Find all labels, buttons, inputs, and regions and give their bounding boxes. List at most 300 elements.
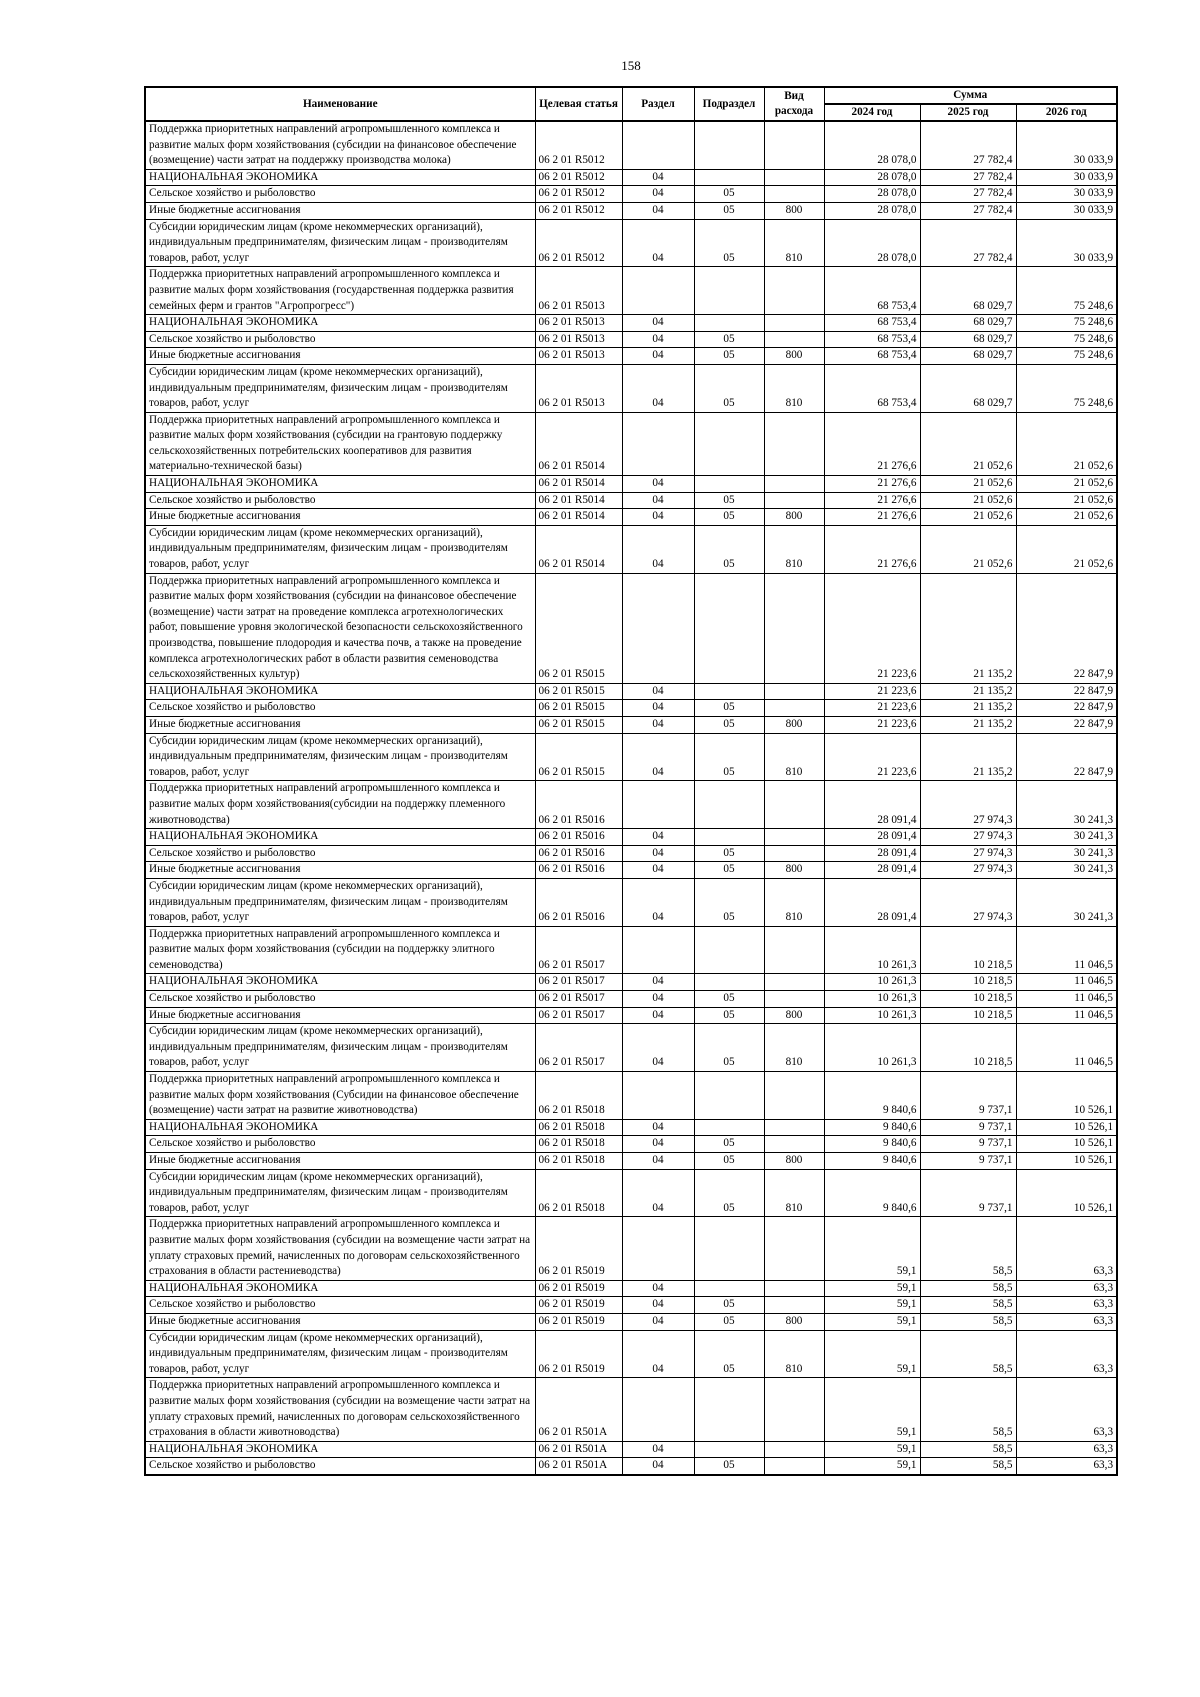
cell-expense-type	[764, 412, 824, 475]
cell-2025: 27 974,3	[920, 878, 1016, 926]
cell-expense-type	[764, 169, 824, 186]
table-row	[145, 492, 1117, 509]
header-section: Раздел	[622, 87, 694, 121]
cell-target: 06 2 01 R5019	[535, 1217, 622, 1280]
cell-subsection: 05	[694, 1169, 764, 1217]
cell-name: Иные бюджетные ассигнования	[145, 716, 535, 733]
cell-2026: 10 526,1	[1016, 1153, 1117, 1170]
cell-target: 06 2 01 R5014	[535, 476, 622, 493]
cell-2024: 28 078,0	[824, 202, 920, 219]
table-row	[145, 412, 1117, 475]
table-row	[145, 267, 1117, 315]
cell-2026: 11 046,5	[1016, 991, 1117, 1008]
table-row	[145, 1217, 1117, 1280]
cell-2024: 68 753,4	[824, 364, 920, 412]
cell-expense-type	[764, 781, 824, 829]
cell-section: 04	[622, 1136, 694, 1153]
cell-expense-type	[764, 991, 824, 1008]
cell-2024: 21 276,6	[824, 525, 920, 573]
cell-2026: 30 241,3	[1016, 829, 1117, 846]
cell-section	[622, 1217, 694, 1280]
cell-expense-type	[764, 700, 824, 717]
cell-expense-type	[764, 331, 824, 348]
cell-2025: 27 974,3	[920, 845, 1016, 862]
cell-2026: 30 241,3	[1016, 845, 1117, 862]
cell-expense-type	[764, 845, 824, 862]
cell-2025: 27 974,3	[920, 781, 1016, 829]
table-row	[145, 1119, 1117, 1136]
cell-2025: 9 737,1	[920, 1136, 1016, 1153]
cell-subsection: 05	[694, 1313, 764, 1330]
cell-2026: 63,3	[1016, 1297, 1117, 1314]
cell-target: 06 2 01 R5015	[535, 683, 622, 700]
cell-2026: 22 847,9	[1016, 683, 1117, 700]
cell-2025: 27 974,3	[920, 829, 1016, 846]
cell-target: 06 2 01 R5014	[535, 509, 622, 526]
cell-name: Поддержка приоритетных направлений агропромышленного комплекса и развитие малых форм хозяйствования (субсидии на возмещение части затрат на уплату страховых премий, начисленных по договорам сельскохозяйственного страхования в области животноводства)	[145, 1378, 535, 1441]
cell-target: 06 2 01 R5015	[535, 716, 622, 733]
table-row	[145, 348, 1117, 365]
cell-target: 06 2 01 R5017	[535, 991, 622, 1008]
header-year-2025: 2025 год	[920, 104, 1016, 121]
cell-name: Поддержка приоритетных направлений агропромышленного комплекса и развитие малых форм хозяйствования (субсидии на возмещение части затрат на уплату страховых премий, начисленных по договорам сельскохозяйственного страхования в области растениеводства)	[145, 1217, 535, 1280]
cell-2026: 30 033,9	[1016, 219, 1117, 267]
table-row	[145, 974, 1117, 991]
cell-subsection	[694, 926, 764, 974]
cell-section: 04	[622, 733, 694, 781]
cell-section: 04	[622, 716, 694, 733]
cell-target: 06 2 01 R5013	[535, 267, 622, 315]
table-row	[145, 1441, 1117, 1458]
cell-2024: 28 078,0	[824, 169, 920, 186]
budget-table	[144, 86, 1118, 1476]
cell-subsection: 05	[694, 991, 764, 1008]
cell-2024: 21 276,6	[824, 476, 920, 493]
cell-name: Сельское хозяйство и рыболовство	[145, 700, 535, 717]
cell-2024: 9 840,6	[824, 1153, 920, 1170]
cell-expense-type: 800	[764, 1007, 824, 1024]
cell-subsection	[694, 1280, 764, 1297]
cell-2024: 68 753,4	[824, 348, 920, 365]
cell-target: 06 2 01 R5015	[535, 733, 622, 781]
cell-2025: 21 135,2	[920, 700, 1016, 717]
cell-target: 06 2 01 R501A	[535, 1378, 622, 1441]
cell-subsection: 05	[694, 186, 764, 203]
cell-section: 04	[622, 169, 694, 186]
table-row	[145, 1072, 1117, 1120]
cell-name: Иные бюджетные ассигнования	[145, 1007, 535, 1024]
cell-2026: 30 241,3	[1016, 862, 1117, 879]
cell-2025: 27 974,3	[920, 862, 1016, 879]
cell-name: Субсидии юридическим лицам (кроме некоммерческих организаций), индивидуальным предпринимателям, физическим лицам - производителям товаров, работ, услуг	[145, 1330, 535, 1378]
cell-name: Субсидии юридическим лицам (кроме некоммерческих организаций), индивидуальным предпринимателям, физическим лицам - производителям товаров, работ, услуг	[145, 364, 535, 412]
cell-2025: 21 135,2	[920, 683, 1016, 700]
cell-section: 04	[622, 1280, 694, 1297]
cell-target: 06 2 01 R5019	[535, 1280, 622, 1297]
cell-2026: 22 847,9	[1016, 733, 1117, 781]
cell-name: Сельское хозяйство и рыболовство	[145, 186, 535, 203]
cell-target: 06 2 01 R5017	[535, 1024, 622, 1072]
cell-section: 04	[622, 331, 694, 348]
cell-expense-type: 800	[764, 509, 824, 526]
cell-name: НАЦИОНАЛЬНАЯ ЭКОНОМИКА	[145, 683, 535, 700]
table-row	[145, 573, 1117, 683]
cell-2026: 11 046,5	[1016, 1024, 1117, 1072]
cell-subsection: 05	[694, 331, 764, 348]
cell-subsection: 05	[694, 1153, 764, 1170]
cell-2025: 21 135,2	[920, 716, 1016, 733]
cell-2024: 21 276,6	[824, 509, 920, 526]
cell-2026: 75 248,6	[1016, 348, 1117, 365]
cell-name: Иные бюджетные ассигнования	[145, 202, 535, 219]
table-row	[145, 1297, 1117, 1314]
cell-section	[622, 412, 694, 475]
cell-name: Субсидии юридическим лицам (кроме некоммерческих организаций), индивидуальным предпринимателям, физическим лицам - производителям товаров, работ, услуг	[145, 1169, 535, 1217]
cell-target: 06 2 01 R5012	[535, 202, 622, 219]
cell-2025: 27 782,4	[920, 202, 1016, 219]
cell-2026: 22 847,9	[1016, 716, 1117, 733]
cell-section: 04	[622, 219, 694, 267]
cell-2026: 63,3	[1016, 1458, 1117, 1475]
cell-name: НАЦИОНАЛЬНАЯ ЭКОНОМИКА	[145, 315, 535, 332]
cell-section: 04	[622, 1153, 694, 1170]
cell-expense-type	[764, 1136, 824, 1153]
cell-section: 04	[622, 202, 694, 219]
cell-subsection	[694, 683, 764, 700]
cell-target: 06 2 01 R5017	[535, 974, 622, 991]
cell-subsection: 05	[694, 1024, 764, 1072]
cell-2024: 59,1	[824, 1330, 920, 1378]
table-body	[145, 121, 1117, 1475]
cell-section: 04	[622, 476, 694, 493]
cell-subsection: 05	[694, 1297, 764, 1314]
cell-expense-type: 810	[764, 219, 824, 267]
cell-2024: 10 261,3	[824, 926, 920, 974]
cell-target: 06 2 01 R5016	[535, 781, 622, 829]
cell-subsection: 05	[694, 862, 764, 879]
cell-target: 06 2 01 R5018	[535, 1072, 622, 1120]
cell-2026: 63,3	[1016, 1378, 1117, 1441]
cell-expense-type: 800	[764, 862, 824, 879]
cell-section	[622, 781, 694, 829]
cell-subsection: 05	[694, 700, 764, 717]
cell-name: Сельское хозяйство и рыболовство	[145, 492, 535, 509]
cell-subsection: 05	[694, 716, 764, 733]
cell-section: 04	[622, 1458, 694, 1475]
cell-section: 04	[622, 348, 694, 365]
cell-2025: 21 052,6	[920, 476, 1016, 493]
cell-expense-type	[764, 476, 824, 493]
cell-expense-type: 810	[764, 733, 824, 781]
cell-2026: 10 526,1	[1016, 1119, 1117, 1136]
cell-2025: 68 029,7	[920, 267, 1016, 315]
cell-name: Субсидии юридическим лицам (кроме некоммерческих организаций), индивидуальным предпринимателям, физическим лицам - производителям товаров, работ, услуг	[145, 1024, 535, 1072]
cell-name: Субсидии юридическим лицам (кроме некоммерческих организаций), индивидуальным предпринимателям, физическим лицам - производителям товаров, работ, услуг	[145, 733, 535, 781]
cell-2024: 21 223,6	[824, 683, 920, 700]
header-subsection: Подраздел	[694, 87, 764, 121]
cell-target: 06 2 01 R5013	[535, 348, 622, 365]
cell-subsection	[694, 315, 764, 332]
cell-target: 06 2 01 R5012	[535, 121, 622, 169]
cell-subsection: 05	[694, 219, 764, 267]
cell-target: 06 2 01 R5012	[535, 219, 622, 267]
cell-2025: 58,5	[920, 1458, 1016, 1475]
cell-subsection	[694, 412, 764, 475]
cell-2024: 9 840,6	[824, 1119, 920, 1136]
table-row	[145, 700, 1117, 717]
cell-name: Субсидии юридическим лицам (кроме некоммерческих организаций), индивидуальным предпринимателям, физическим лицам - производителям товаров, работ, услуг	[145, 219, 535, 267]
cell-expense-type	[764, 492, 824, 509]
cell-name: Иные бюджетные ассигнования	[145, 1153, 535, 1170]
cell-2026: 21 052,6	[1016, 412, 1117, 475]
cell-2025: 21 052,6	[920, 525, 1016, 573]
cell-2026: 63,3	[1016, 1217, 1117, 1280]
table-row	[145, 169, 1117, 186]
cell-expense-type	[764, 926, 824, 974]
cell-section: 04	[622, 315, 694, 332]
cell-name: Субсидии юридическим лицам (кроме некоммерческих организаций), индивидуальным предпринимателям, физическим лицам - производителям товаров, работ, услуг	[145, 525, 535, 573]
cell-name: Поддержка приоритетных направлений агропромышленного комплекса и развитие малых форм хозяйствования (государственная поддержка развития семейных ферм и грантов "Агропрогресс")	[145, 267, 535, 315]
cell-subsection	[694, 267, 764, 315]
cell-subsection: 05	[694, 348, 764, 365]
cell-2026: 11 046,5	[1016, 926, 1117, 974]
table-row	[145, 683, 1117, 700]
cell-2024: 10 261,3	[824, 1024, 920, 1072]
table-row	[145, 476, 1117, 493]
cell-section: 04	[622, 364, 694, 412]
cell-target: 06 2 01 R5019	[535, 1313, 622, 1330]
cell-2024: 21 276,6	[824, 412, 920, 475]
cell-expense-type	[764, 267, 824, 315]
cell-2025: 58,5	[920, 1441, 1016, 1458]
cell-target: 06 2 01 R5014	[535, 525, 622, 573]
cell-name: Иные бюджетные ассигнования	[145, 348, 535, 365]
cell-section	[622, 573, 694, 683]
table-row	[145, 1330, 1117, 1378]
cell-expense-type	[764, 1072, 824, 1120]
cell-name: Сельское хозяйство и рыболовство	[145, 1297, 535, 1314]
cell-2026: 63,3	[1016, 1280, 1117, 1297]
cell-section: 04	[622, 683, 694, 700]
cell-target: 06 2 01 R5016	[535, 878, 622, 926]
cell-2026: 11 046,5	[1016, 974, 1117, 991]
cell-name: НАЦИОНАЛЬНАЯ ЭКОНОМИКА	[145, 829, 535, 846]
cell-section: 04	[622, 1297, 694, 1314]
table-row	[145, 509, 1117, 526]
cell-2024: 59,1	[824, 1458, 920, 1475]
cell-subsection	[694, 1119, 764, 1136]
cell-2025: 9 737,1	[920, 1072, 1016, 1120]
cell-subsection	[694, 829, 764, 846]
cell-2024: 10 261,3	[824, 974, 920, 991]
cell-subsection	[694, 1378, 764, 1441]
table-row	[145, 121, 1117, 169]
cell-2025: 68 029,7	[920, 315, 1016, 332]
cell-subsection	[694, 1441, 764, 1458]
cell-subsection	[694, 781, 764, 829]
cell-2026: 63,3	[1016, 1441, 1117, 1458]
cell-2024: 59,1	[824, 1297, 920, 1314]
cell-section: 04	[622, 186, 694, 203]
cell-name: НАЦИОНАЛЬНАЯ ЭКОНОМИКА	[145, 1280, 535, 1297]
cell-2025: 27 782,4	[920, 186, 1016, 203]
cell-section: 04	[622, 1169, 694, 1217]
cell-expense-type	[764, 186, 824, 203]
cell-subsection	[694, 476, 764, 493]
cell-2025: 27 782,4	[920, 169, 1016, 186]
cell-2024: 21 223,6	[824, 716, 920, 733]
cell-2026: 63,3	[1016, 1313, 1117, 1330]
cell-2025: 27 782,4	[920, 219, 1016, 267]
cell-expense-type: 810	[764, 364, 824, 412]
cell-section: 04	[622, 1330, 694, 1378]
cell-expense-type	[764, 1458, 824, 1475]
cell-2026: 10 526,1	[1016, 1072, 1117, 1120]
cell-name: Поддержка приоритетных направлений агропромышленного комплекса и развитие малых форм хозяйствования (субсидии на поддержку элитного семеноводства)	[145, 926, 535, 974]
cell-2026: 75 248,6	[1016, 331, 1117, 348]
cell-2024: 28 091,4	[824, 829, 920, 846]
table-row	[145, 219, 1117, 267]
table-row	[145, 1024, 1117, 1072]
cell-expense-type: 800	[764, 1153, 824, 1170]
cell-subsection: 05	[694, 878, 764, 926]
cell-2026: 75 248,6	[1016, 267, 1117, 315]
table-row	[145, 862, 1117, 879]
cell-expense-type	[764, 974, 824, 991]
cell-section: 04	[622, 525, 694, 573]
cell-target: 06 2 01 R5014	[535, 412, 622, 475]
table-row	[145, 716, 1117, 733]
cell-2026: 30 033,9	[1016, 186, 1117, 203]
cell-section: 04	[622, 974, 694, 991]
cell-section	[622, 1378, 694, 1441]
cell-2024: 59,1	[824, 1313, 920, 1330]
table-row	[145, 186, 1117, 203]
cell-2025: 58,5	[920, 1297, 1016, 1314]
table-row	[145, 364, 1117, 412]
cell-name: Сельское хозяйство и рыболовство	[145, 1136, 535, 1153]
cell-section	[622, 1072, 694, 1120]
cell-section: 04	[622, 1313, 694, 1330]
cell-section: 04	[622, 862, 694, 879]
cell-2024: 28 078,0	[824, 121, 920, 169]
cell-expense-type	[764, 1119, 824, 1136]
cell-2024: 28 091,4	[824, 845, 920, 862]
cell-expense-type	[764, 1378, 824, 1441]
cell-2026: 75 248,6	[1016, 364, 1117, 412]
cell-subsection	[694, 169, 764, 186]
cell-section	[622, 121, 694, 169]
cell-section: 04	[622, 492, 694, 509]
cell-2025: 21 052,6	[920, 412, 1016, 475]
cell-2025: 58,5	[920, 1330, 1016, 1378]
cell-section: 04	[622, 1007, 694, 1024]
cell-2026: 75 248,6	[1016, 315, 1117, 332]
table-row	[145, 331, 1117, 348]
cell-2024: 28 091,4	[824, 878, 920, 926]
header-year-2024: 2024 год	[824, 104, 920, 121]
cell-2024: 59,1	[824, 1378, 920, 1441]
cell-expense-type	[764, 1441, 824, 1458]
cell-name: НАЦИОНАЛЬНАЯ ЭКОНОМИКА	[145, 974, 535, 991]
page-number: 158	[621, 58, 641, 73]
cell-2024: 68 753,4	[824, 331, 920, 348]
cell-target: 06 2 01 R501A	[535, 1458, 622, 1475]
cell-expense-type	[764, 121, 824, 169]
table-row	[145, 926, 1117, 974]
cell-target: 06 2 01 R5017	[535, 1007, 622, 1024]
cell-2025: 27 782,4	[920, 121, 1016, 169]
cell-name: НАЦИОНАЛЬНАЯ ЭКОНОМИКА	[145, 1441, 535, 1458]
cell-subsection	[694, 1072, 764, 1120]
cell-subsection: 05	[694, 733, 764, 781]
cell-2024: 59,1	[824, 1217, 920, 1280]
cell-2025: 58,5	[920, 1217, 1016, 1280]
cell-2024: 28 078,0	[824, 219, 920, 267]
cell-expense-type: 810	[764, 878, 824, 926]
cell-target: 06 2 01 R5016	[535, 862, 622, 879]
cell-target: 06 2 01 R5012	[535, 169, 622, 186]
cell-expense-type: 800	[764, 716, 824, 733]
cell-2025: 21 135,2	[920, 573, 1016, 683]
cell-2025: 10 218,5	[920, 1007, 1016, 1024]
cell-2024: 21 223,6	[824, 573, 920, 683]
cell-target: 06 2 01 R5018	[535, 1153, 622, 1170]
table-row	[145, 991, 1117, 1008]
cell-section	[622, 267, 694, 315]
cell-subsection	[694, 573, 764, 683]
table-row	[145, 315, 1117, 332]
table-row	[145, 781, 1117, 829]
cell-name: Сельское хозяйство и рыболовство	[145, 845, 535, 862]
cell-subsection: 05	[694, 364, 764, 412]
cell-expense-type	[764, 573, 824, 683]
cell-name: Сельское хозяйство и рыболовство	[145, 1458, 535, 1475]
table-row	[145, 878, 1117, 926]
cell-2026: 21 052,6	[1016, 476, 1117, 493]
cell-section: 04	[622, 509, 694, 526]
cell-target: 06 2 01 R5015	[535, 573, 622, 683]
cell-2025: 58,5	[920, 1313, 1016, 1330]
table-row	[145, 733, 1117, 781]
cell-expense-type	[764, 315, 824, 332]
table-row	[145, 1136, 1117, 1153]
cell-expense-type: 800	[764, 202, 824, 219]
cell-2025: 10 218,5	[920, 926, 1016, 974]
cell-target: 06 2 01 R5016	[535, 845, 622, 862]
cell-2026: 11 046,5	[1016, 1007, 1117, 1024]
table-row	[145, 1313, 1117, 1330]
cell-target: 06 2 01 R501A	[535, 1441, 622, 1458]
cell-2026: 21 052,6	[1016, 509, 1117, 526]
cell-expense-type: 810	[764, 1024, 824, 1072]
cell-subsection: 05	[694, 1136, 764, 1153]
cell-target: 06 2 01 R5019	[535, 1330, 622, 1378]
cell-name: Сельское хозяйство и рыболовство	[145, 331, 535, 348]
cell-name: Иные бюджетные ассигнования	[145, 862, 535, 879]
cell-subsection: 05	[694, 1458, 764, 1475]
cell-section: 04	[622, 1119, 694, 1136]
cell-expense-type: 810	[764, 1169, 824, 1217]
cell-name: Поддержка приоритетных направлений агропромышленного комплекса и развитие малых форм хозяйствования (субсидии на финансовое обеспечение (возмещение) части затрат на проведение комплекса агротехнологических работ, повышение уровня экологической безопасности сельскохозяйственного производства, повышение плодородия и качества почв, а также на проведение комплекса агротехнологических работ в области развития семеноводства сельскохозяйственных культур)	[145, 573, 535, 683]
cell-target: 06 2 01 R5012	[535, 186, 622, 203]
cell-2025: 68 029,7	[920, 364, 1016, 412]
table-row	[145, 1153, 1117, 1170]
table-row	[145, 1007, 1117, 1024]
cell-2026: 22 847,9	[1016, 573, 1117, 683]
cell-2026: 30 033,9	[1016, 169, 1117, 186]
cell-2026: 30 241,3	[1016, 878, 1117, 926]
